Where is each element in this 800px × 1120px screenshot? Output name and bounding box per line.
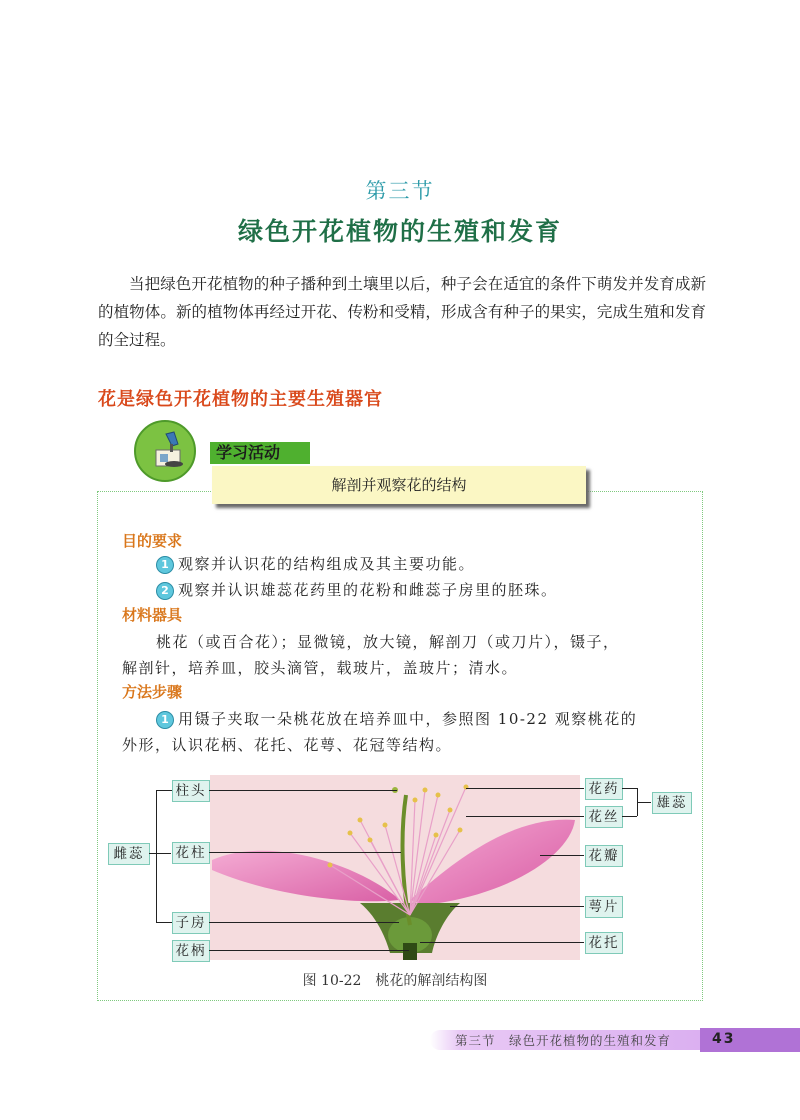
number-badge-icon: 1 bbox=[156, 556, 174, 574]
purpose-item-1 bbox=[156, 553, 475, 574]
activity-title: 解剖并观察花的结构 bbox=[331, 476, 467, 494]
label-anther: 花药 bbox=[585, 778, 623, 800]
page-title: 绿色开花植物的生殖和发育 bbox=[237, 217, 562, 246]
pistil-connector-line bbox=[149, 853, 171, 854]
filament-pointer-line bbox=[466, 816, 584, 817]
label-receptacle: 花托 bbox=[585, 932, 623, 954]
method-text: 用镊子夹取一朵桃花放在培养皿中，参照图 10-22 观察桃花的 bbox=[178, 710, 638, 728]
purpose-item-2 bbox=[156, 579, 558, 600]
footer-chapter: 第三节 绿色开花植物的生殖和发育 bbox=[455, 1033, 672, 1048]
purpose-heading: 目的要求 bbox=[122, 532, 183, 550]
petal-pointer-line bbox=[540, 855, 584, 856]
stigma-tick-line bbox=[156, 790, 172, 791]
label-petal: 花瓣 bbox=[585, 845, 623, 867]
sub-heading: 花是绿色开花植物的主要生殖器官 bbox=[98, 389, 383, 410]
materials-heading: 材料器具 bbox=[122, 606, 183, 624]
filament-tick-line bbox=[622, 816, 637, 817]
receptacle-pointer-line bbox=[420, 942, 584, 943]
label-stigma: 柱头 bbox=[172, 780, 210, 802]
page-number: 43 bbox=[712, 1031, 736, 1047]
section-label: 第三节 bbox=[365, 179, 435, 203]
anther-tick-line bbox=[622, 788, 637, 789]
label-stamen: 雄蕊 bbox=[652, 792, 692, 814]
label-pedicel: 花柄 bbox=[172, 940, 210, 962]
label-filament: 花丝 bbox=[585, 806, 623, 828]
ovary-tick-line bbox=[156, 922, 172, 923]
microscope-icon bbox=[152, 430, 186, 470]
label-sepal: 萼片 bbox=[585, 896, 623, 918]
stamen-connector-line bbox=[637, 802, 651, 803]
sepal-pointer-line bbox=[450, 906, 584, 907]
materials-line-2: 解剖针，培养皿，胶头滴管，载玻片，盖玻片；清水。 bbox=[122, 659, 519, 677]
number-badge-icon: 1 bbox=[156, 711, 174, 729]
materials-line-1: 桃花（或百合花）；显微镜，放大镜，解剖刀（或刀片），镊子， bbox=[156, 633, 620, 651]
figure-caption: 图 10-22 桃花的解剖结构图 bbox=[302, 973, 488, 989]
label-pistil: 雌蕊 bbox=[108, 843, 150, 865]
pistil-bracket-line bbox=[156, 790, 157, 922]
ovary-pointer-line bbox=[209, 922, 399, 923]
stigma-pointer-line bbox=[209, 790, 397, 791]
label-style: 花柱 bbox=[172, 842, 210, 864]
number-badge-icon: 2 bbox=[156, 582, 174, 600]
label-ovary: 子房 bbox=[172, 912, 210, 934]
method-line-1 bbox=[156, 708, 637, 729]
method-line-2: 外形，认识花柄、花托、花萼、花冠等结构。 bbox=[122, 736, 453, 754]
pedicel-pointer-line bbox=[209, 950, 409, 951]
purpose-item-text: 观察并认识花的结构组成及其主要功能。 bbox=[178, 555, 476, 573]
activity-tab-label: 学习活动 bbox=[216, 443, 281, 462]
style-pointer-line bbox=[209, 852, 401, 853]
method-heading: 方法步骤 bbox=[122, 683, 183, 701]
purpose-item-text: 观察并认识雄蕊花药里的花粉和雌蕊子房里的胚珠。 bbox=[178, 581, 558, 599]
anther-pointer-line bbox=[466, 788, 584, 789]
peach-flower-diagram bbox=[210, 775, 580, 960]
intro-paragraph: 当把绿色开花植物的种子播种到土壤里以后，种子会在适宜的条件下萌发并发育成新的植物体。新的植物体再经过开花、传粉和受精，形成含有种子的果实，完成生殖和发育的全过程。 bbox=[98, 275, 706, 349]
